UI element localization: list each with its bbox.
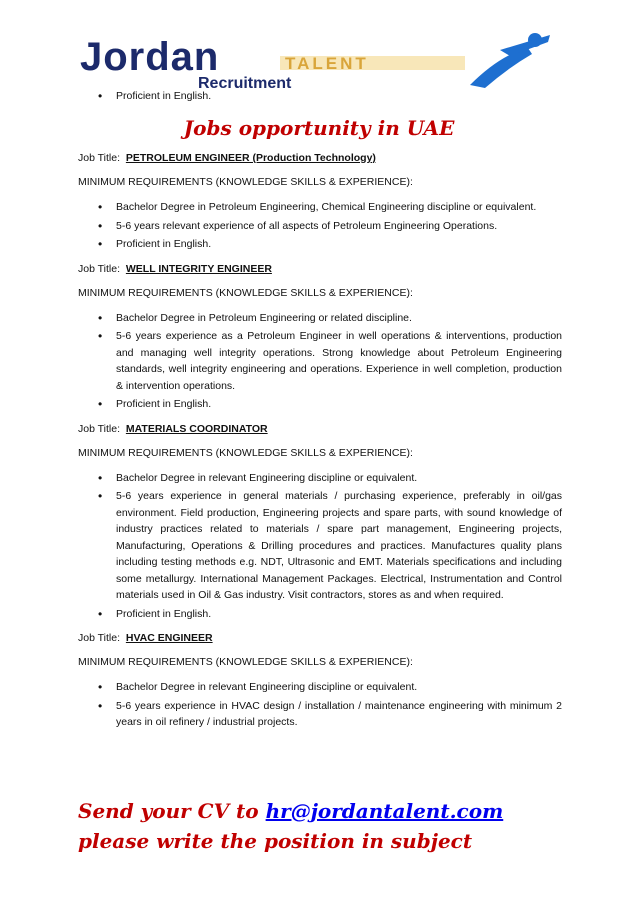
requirement-item: • Bachelor Degree in Petroleum Engineering, Chemical Engineering discipline or equivalent. [78,199,562,216]
intro-section [78,88,562,107]
logo-talent-word: TALENT [285,54,369,73]
job-title-line [78,632,562,644]
requirement-item: • Bachelor Degree in Petroleum Engineering or related discipline. [78,310,562,327]
job-listing [78,152,562,253]
requirements-label: MINIMUM REQUIREMENTS (KNOWLEDGE SKILLS & EXPERIENCE): [78,656,413,668]
call-to-action [78,796,578,856]
job-title-line [78,423,562,435]
requirement-item: • 5-6 years experience in HVAC design / installation / maintenance engineering with minimum 2 years in oil refinery / industrial projects. [78,698,562,731]
job-listing [78,263,562,413]
person-icon [470,33,550,88]
job-title-line [78,263,562,275]
requirements-label: MINIMUM REQUIREMENTS (KNOWLEDGE SKILLS & EXPERIENCE): [78,176,413,188]
job-title-label: Job Title: [78,632,121,644]
requirement-item: • Bachelor Degree in relevant Engineering discipline or equivalent. [78,679,562,696]
job-title-value: MATERIALS COORDINATOR [125,422,268,435]
job-title-value: PETROLEUM ENGINEER (Production Technology) [125,152,376,164]
logo-sub-word: Recruitment [198,75,292,90]
cta-line-1 [78,796,578,826]
job-title-label: Job Title: [78,262,121,275]
requirements-list [78,679,562,731]
job-listing [78,632,562,731]
requirement-item: • Proficient in English. [78,396,562,413]
job-listing [78,423,562,623]
intro-list [78,88,562,105]
intro-bullet: • Proficient in English. [78,88,562,105]
requirement-item: • Proficient in English. [78,236,562,253]
requirements-label: MINIMUM REQUIREMENTS (KNOWLEDGE SKILLS & EXPERIENCE): [78,286,413,299]
requirement-item: • Proficient in English. [78,606,562,623]
job-title-label: Job Title: [78,152,121,164]
requirements-list [78,470,562,623]
requirement-item: • 5-6 years experience as a Petroleum Engineer in well operations & interventions, production and managing well integrity operations. Strong knowledge about Petroleum Engineering standards, well integrity engineering and operations. Experience in well completion, production & intervention operations. [78,328,562,394]
cta-line-2: please write the position in subject [78,829,473,853]
company-logo [80,30,550,90]
page-heading: Jobs opportunity in UAE [183,116,455,140]
email-link[interactable]: hr@jordantalent.com [265,799,504,823]
job-title-value: HVAC ENGINEER [125,632,213,644]
requirement-item: • 5-6 years relevant experience of all aspects of Petroleum Engineering Operations. [78,218,562,235]
requirement-item: • Bachelor Degree in relevant Engineering discipline or equivalent. [78,470,562,487]
cta-prefix: Send your CV to [78,799,266,823]
requirement-item: • 5-6 years experience in general materials / purchasing experience, preferably in oil/gas environment. Field production, Engineering projects and spare parts, with sound knowledge of industry practices related to materials / spare part management, Engineering projects, Manufacturing, Operations & Drilling procedures and practices. Manufactures quality plans including testing methods e.g. NDT, Ultrasonic and EMT. Materials specifications and including some metallurgy. International Management Packages. Electrical, Instrumentation and Control materials used in Oil & Gas industry. Visit contractors, stores as and when required. [78,488,562,604]
requirements-list [78,199,562,253]
requirements-label: MINIMUM REQUIREMENTS (KNOWLEDGE SKILLS & EXPERIENCE): [78,446,413,459]
job-title-value: WELL INTEGRITY ENGINEER [125,262,272,275]
requirements-list [78,310,562,413]
logo-brand-word: Jordan [80,35,220,79]
job-title-line [78,152,562,164]
jobs-content [78,152,562,741]
job-title-label: Job Title: [78,422,121,435]
